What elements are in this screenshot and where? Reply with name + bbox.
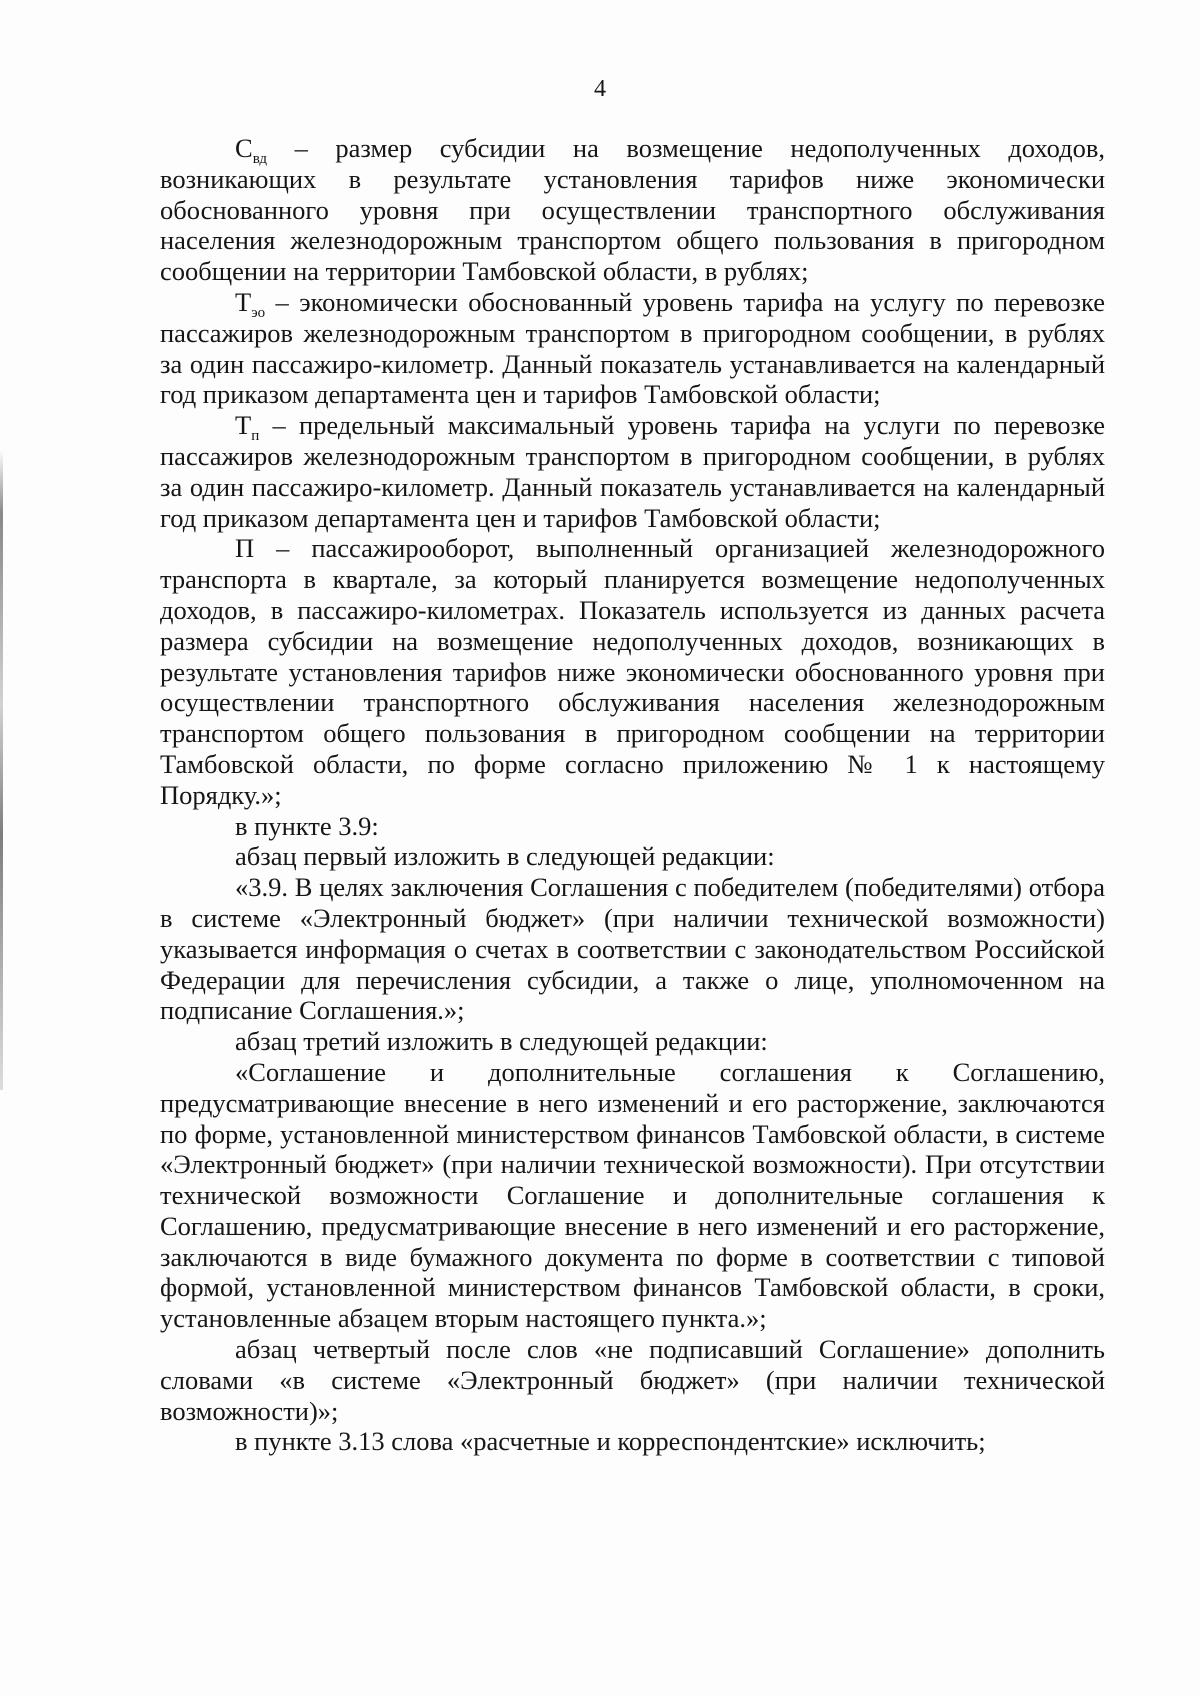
paragraph-text: – экономически обоснованный уровень тарифа на услугу по перевозке пассажиров железнодорожным транспортом в пригородном сообщении, в рублях за один пассажиро-километр. Данный показатель устанавливается на календарный год приказом департамента цен и тарифов Тамбовской области; [160,286,1105,410]
term-subscript: вд [252,151,268,167]
paragraph-teo-definition [160,287,1105,410]
paragraph-tp-definition [160,410,1105,533]
term-symbol: Т [235,410,252,441]
paragraph-point-3-13: в пункте 3.13 слова «расчетные и корреспондентские» исключить; [235,1426,986,1457]
page-number: 4 [594,76,606,102]
paragraph-point-3-9: в пункте 3.9: [235,810,379,841]
paragraph-agreement-text: «Соглашение и дополнительные соглашения к Соглашению, предусматривающие внесение в него изменений и его расторжение, заключаются по форме, установленной министерством финансов Тамбовской области, в системе «Электронный бюджет» (при наличии технической возможности). При отсутствии технической возможности Соглашение и дополнительные соглашения к Соглашению, предусматривающие внесение в него изменений и его расторжение, заключаются в виде бумажного документа по форме в соответствии с типовой формой, установленной министерством финансов Тамбовской области, в сроки, установленные абзацем вторым настоящего пункта.»; [160,1056,1105,1334]
document-body [160,133,1105,1457]
paragraph-svd-definition [160,133,1105,287]
paragraph-text: – предельный максимальный уровень тарифа на услуги по перевозке пассажиров железнодорожным транспортом в пригородном сообщении, в рублях за один пассажиро-километр. Данный показатель устанавливается на календарный год приказом департамента цен и тарифов Тамбовской области; [160,410,1105,533]
paragraph-first-abzac: абзац первый изложить в следующей редакции: [235,841,775,872]
term-symbol: С [235,133,253,163]
paragraph-fourth-abzac: абзац четвертый после слов «не подписавший Соглашение» дополнить словами «в системе «Электронный бюджет» (при наличии технической возможности)»; [160,1334,1105,1426]
term-symbol: Т [235,286,252,317]
paragraph-text: – размер субсидии на возмещение недополученных доходов, возникающих в результате установления тарифов ниже экономически обоснованного уровня при осуществлении транспортного обслуживания населения железнодорожным транспортом общего пользования в пригородном сообщении на территории Тамбовской области, в рублях; [160,133,1105,287]
paragraph-3-9-text: «3.9. В целях заключения Соглашения с победителем (победителями) отбора в системе «Электронный бюджет» (при наличии технической возможности) указывается информация о счетах в соответствии с законодательством Российской Федерации для перечисления субсидии, а также о лице, уполномоченном на подписание Соглашения.»; [160,872,1105,1026]
term-subscript: эо [251,304,266,321]
paragraph-p-definition: П – пассажирооборот, выполненный организацией железнодорожного транспорта в квартале, за который планируется возмещение недополученных доходов, в пассажиро-километрах. Показатель используется из данных расчета размера субсидии на возмещение недополученных доходов, возникающих в результате установления тарифов ниже экономически обоснованного уровня при осуществлении транспортного обслуживания населения железнодорожным транспортом общего пользования в пригородном сообщении на территории Тамбовской области, по форме согласно приложению № 1 к настоящему Порядку.»; [160,533,1105,810]
scan-edge-shadow [0,450,3,1090]
paragraph-third-abzac: абзац третий изложить в следующей редакции: [235,1026,768,1057]
term-subscript: п [251,428,260,445]
